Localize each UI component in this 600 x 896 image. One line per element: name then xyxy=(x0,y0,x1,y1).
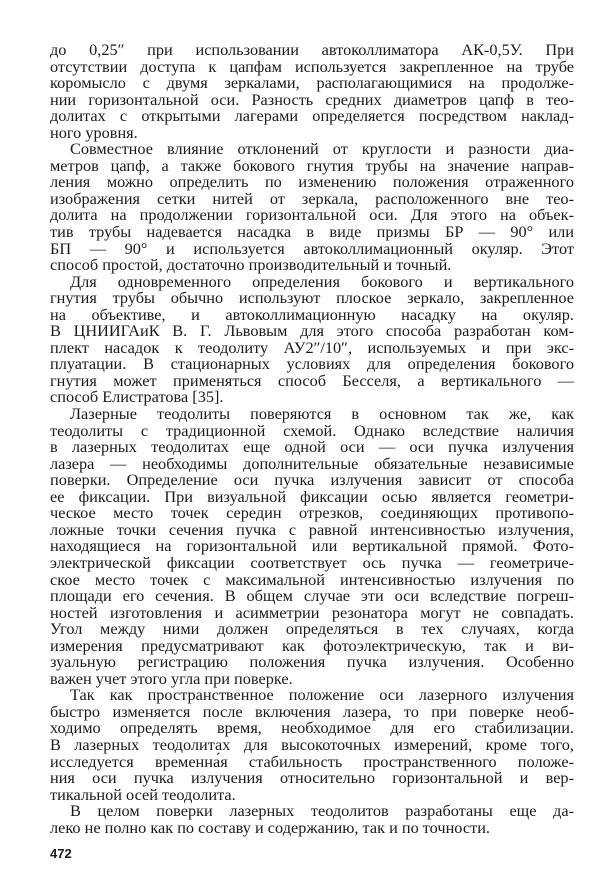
page-body xyxy=(50,42,574,836)
text-line: долита на продолжении горизонтальной оси. Для этого на объек- xyxy=(50,205,574,225)
text-line: гнутия трубы обычно используют плоское зеркало, закрепленное xyxy=(50,288,574,308)
text-line: БП — 90° и используется автоколлимационный окуляр. Этот xyxy=(50,238,574,258)
paragraph xyxy=(50,271,574,407)
text-line: ления можно определить по изменению положения отраженного xyxy=(50,172,574,192)
text-line: электрической фиксации соответствует ось пучка — геометриче- xyxy=(50,552,574,572)
text-line: плуатации. В стационарных условиях для определения бокового xyxy=(50,354,574,374)
text-line: ностей изготовления и асимметрии резонатора могут не совпадать. xyxy=(50,602,574,622)
text-line: ложные точки сечения пучка с равной интенсивностью излучения, xyxy=(50,519,574,539)
text-line: в лазерных теодолитах еще одной оси — оси пучка излучения xyxy=(50,437,574,457)
text-line: нии горизонтальной оси. Разность средних диаметров цапф в тео- xyxy=(50,89,574,109)
text-line: поверки. Определение оси пучка излучения зависит от способа xyxy=(50,470,574,490)
text-line: Для одновременного определения бокового и вертикального xyxy=(70,271,574,291)
text-line: В ЦНИИГАиК В. Г. Львовым для этого способа разработан ком- xyxy=(50,321,574,341)
paragraph xyxy=(50,687,574,803)
text-line: ее фиксации. При визуальной фиксации осью является геометри- xyxy=(50,486,574,506)
text-line: коромысло с двумя зеркалами, располагающимися на продолже- xyxy=(50,73,574,93)
text-line: площади его сечения. В общем случае эти оси вследствие погреш- xyxy=(50,586,574,606)
text-line: ческое место точек середин отрезков, соединяющих противопо- xyxy=(50,503,574,523)
text-line: исследуется временна́я стабильность пространственного положе- xyxy=(50,751,574,771)
text-line: долитах с открытыми лагерами определяется посредством наклад- xyxy=(50,106,574,126)
paragraph xyxy=(50,803,574,836)
text-line: теодолиты с традиционной схемой. Однако вследствие наличия xyxy=(50,420,574,440)
text-line: находящиеся на горизонтальной или вертикальной прямой. Фото- xyxy=(50,536,574,556)
text-line: В целом поверки лазерных теодолитов разработаны еще да- xyxy=(70,801,574,821)
text-line: Совместное влияние отклонений от круглости и разности диа- xyxy=(70,139,574,159)
text-line: быстро изменяется после включения лазера, то при поверке необ- xyxy=(50,701,574,721)
text-line: ного уровня. xyxy=(50,122,138,142)
text-line: гнутия может применяться способ Бесселя, а вертикального — xyxy=(50,370,574,390)
text-line: зуальную регистрацию положения пучка излучения. Особенно xyxy=(50,652,574,672)
paragraph xyxy=(50,141,574,273)
text-line: измерения предусматривают как фотоэлектрическую, так и ви- xyxy=(50,635,574,655)
text-line: способ простой, достаточно производительный и точный. xyxy=(50,255,452,275)
text-line: отсутствии доступа к цапфам используется закрепленное на трубе xyxy=(50,56,574,76)
text-line: Угол между ними должен определяться в тех случаях, когда xyxy=(50,619,574,639)
text-line: В лазерных теодолитах для высокоточных измерений, кроме того, xyxy=(50,734,574,754)
text-line: изображения сетки нитей от зеркала, расположенного вне тео- xyxy=(50,188,574,208)
text-line: до 0,25″ при использовании автоколлиматора АК-0,5У. При xyxy=(50,40,574,59)
text-line: Лазерные теодолиты поверяются в основном так же, как xyxy=(70,404,574,424)
text-line: ходимо определять время, необходимое для его стабилизации. xyxy=(50,718,574,738)
paragraph xyxy=(50,42,574,141)
text-line: важен учет этого угла при поверке. xyxy=(50,668,293,688)
text-line: леко не полно как по составу и содержанию, так и по точности. xyxy=(50,817,490,837)
text-line: Так как пространственное положение оси лазерного излучения xyxy=(70,685,574,705)
paragraph xyxy=(50,406,574,687)
text-line: плект насадок к теодолиту АУ2″/10″, используемых и при экс- xyxy=(50,337,574,357)
text-line: метров цапф, а также бокового гнутия трубы на значение направ- xyxy=(50,155,574,175)
text-line: ния оси пучка излучения относительно горизонтальной и вер- xyxy=(50,768,574,788)
text-line: тикальной осей теодолита. xyxy=(50,784,236,804)
text-line: лазера — необходимы дополнительные обязательные независимые xyxy=(50,453,574,473)
text-line: тив трубы надевается насадка в виде призмы БР — 90° или xyxy=(50,222,574,242)
text-line: способ Елистратова [35]. xyxy=(50,387,224,407)
text-line: ское место точек с максимальной интенсивностью излучения по xyxy=(50,569,574,589)
text-line: на объективе, и автоколлимационную насадку на окуляр. xyxy=(50,304,574,324)
page-number: 472 xyxy=(50,846,72,861)
